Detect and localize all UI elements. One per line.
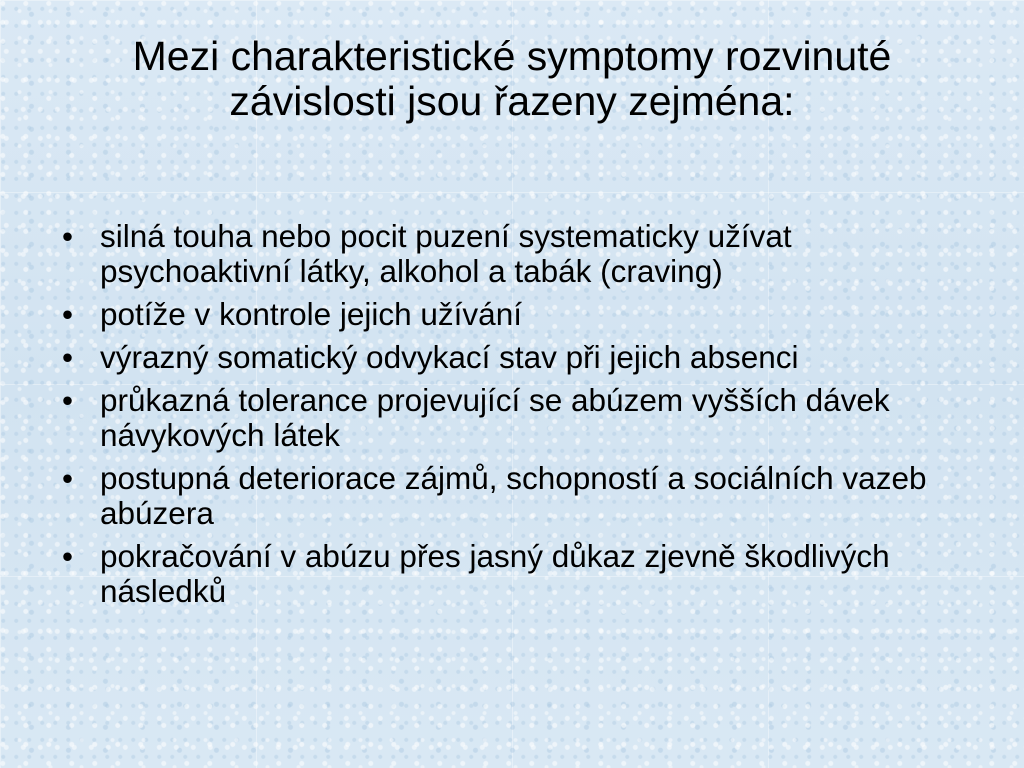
bullet-text: potíže v kontrole jejich užívání — [100, 296, 522, 332]
bullet-text: pokračování v abúzu přes jasný důkaz zjevně škodlivých následků — [100, 538, 890, 609]
bullet-list — [60, 219, 960, 617]
bullet-text: průkazná tolerance projevující se abúzem vyšších dávek návykových látek — [100, 382, 890, 453]
bullet-item — [60, 340, 960, 375]
bullet-icon: • — [62, 460, 74, 496]
slide-title: Mezi charakteristické symptomy rozvinuté závislosti jsou řazeny zejména: — [132, 33, 892, 124]
bullet-item — [60, 383, 960, 453]
bullet-icon: • — [62, 382, 74, 418]
bullet-icon: • — [62, 218, 74, 254]
bullet-text: postupná deteriorace zájmů, schopností a sociálních vazeb abúzera — [100, 460, 927, 531]
bullet-item — [60, 219, 960, 289]
bullet-item — [60, 297, 960, 332]
bullet-item — [60, 539, 960, 609]
bullet-icon: • — [62, 296, 74, 332]
bullet-text: výrazný somatický odvykací stav při jejich absenci — [100, 339, 799, 375]
bullet-icon: • — [62, 339, 74, 375]
bullet-icon: • — [62, 538, 74, 574]
bullet-item — [60, 461, 960, 531]
bullet-text: silná touha nebo pocit puzení systematicky užívat psychoaktivní látky, alkohol a tabák (craving) — [100, 218, 792, 289]
